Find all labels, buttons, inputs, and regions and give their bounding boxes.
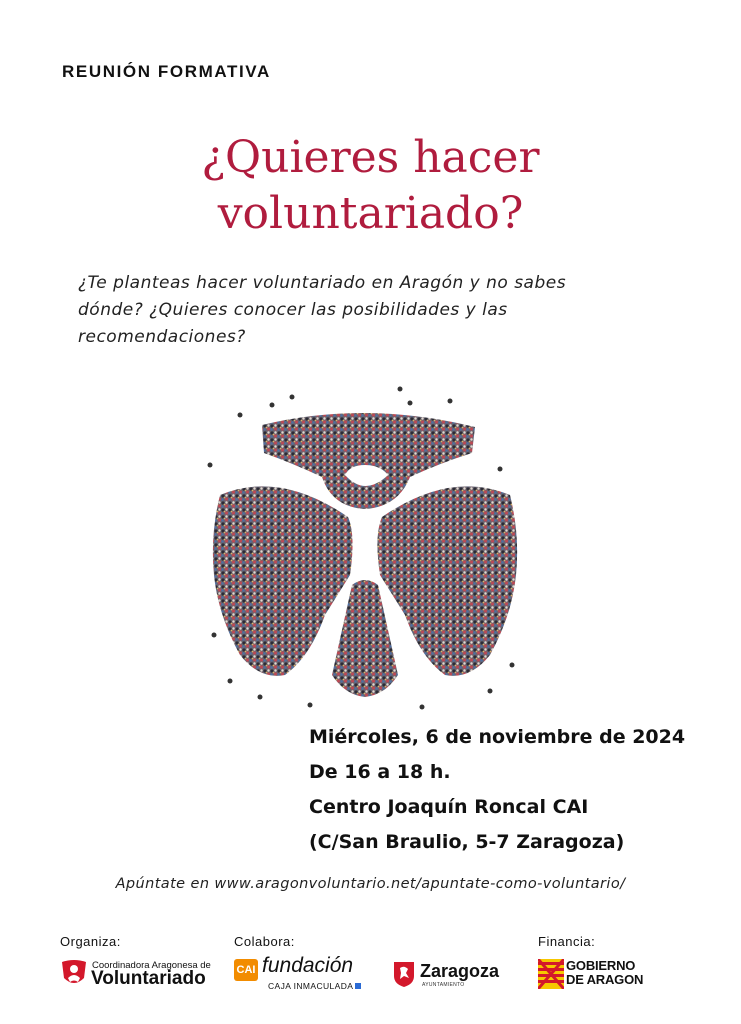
gobierno-line-1: GOBIERNO <box>566 958 636 973</box>
crowd-volunteer-symbol-image <box>200 375 530 720</box>
title-line-2: voluntariado? <box>217 188 524 239</box>
financia-label: Financia: <box>538 934 596 949</box>
zaragoza-lion-shield-icon <box>392 960 416 988</box>
coordinadora-line-1: Coordinadora Aragonesa de <box>92 960 211 971</box>
crowd-right-wing <box>377 486 517 676</box>
intro-line-2: dónde? ¿Quieres conocer las posibilidades y las <box>78 300 508 320</box>
gobierno-aragon-logo <box>538 958 678 992</box>
event-time: De 16 a 18 h. <box>309 761 451 783</box>
fundacion-caja-inmaculada-logo <box>234 956 374 992</box>
fundacion-subtitle: CAJA INMACULADA <box>268 981 361 991</box>
intro-line-1: ¿Te planteas hacer voluntariado en Aragón y no sabes <box>78 273 567 293</box>
organiza-label: Organiza: <box>60 934 121 949</box>
coordinadora-shield-icon <box>60 958 88 990</box>
ayuntamiento-zaragoza-logo <box>392 958 522 992</box>
gobierno-line-2: DE ARAGON <box>566 972 644 987</box>
fundacion-word: fundación <box>262 954 354 977</box>
signup-link-text[interactable]: Apúntate en www.aragonvoluntario.net/apuntate-como-voluntario/ <box>115 876 626 892</box>
event-venue: Centro Joaquín Roncal CAI <box>309 796 589 818</box>
cai-badge-icon: CAI <box>234 959 258 981</box>
zaragoza-subtitle: AYUNTAMIENTO <box>422 982 465 988</box>
event-address: (C/San Braulio, 5-7 Zaragoza) <box>309 831 625 853</box>
intro-text <box>78 270 688 351</box>
colabora-label: Colabora: <box>234 934 295 949</box>
crowd-stem <box>332 580 398 697</box>
coordinadora-line-2: Voluntariado <box>91 968 206 989</box>
zaragoza-word: Zaragoza <box>420 961 500 981</box>
event-details <box>309 720 685 860</box>
aragon-flag-icon <box>538 959 564 989</box>
crowd-left-wing <box>213 486 353 676</box>
title-line-1: ¿Quieres hacer <box>201 132 540 183</box>
coordinadora-voluntariado-logo <box>60 956 230 990</box>
gobierno-wordmark <box>566 959 643 987</box>
event-date: Miércoles, 6 de noviembre de 2024 <box>309 726 686 748</box>
page-title <box>0 130 741 242</box>
event-kicker: REUNIÓN FORMATIVA <box>62 62 271 81</box>
intro-line-3: recomendaciones? <box>78 327 246 347</box>
